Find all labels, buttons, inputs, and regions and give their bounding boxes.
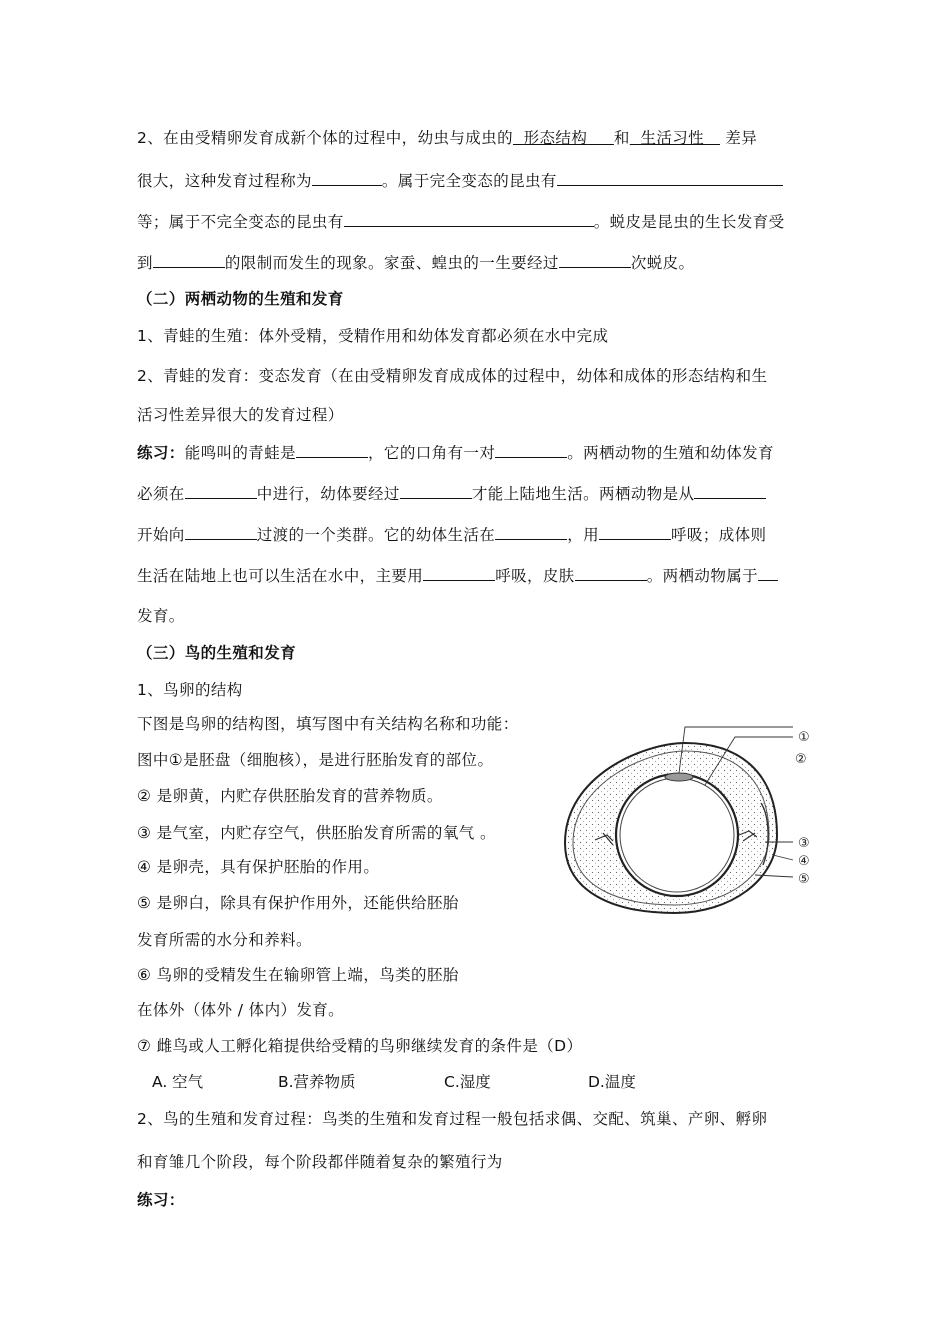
label-3: ③ <box>798 836 810 851</box>
blank[interactable] <box>599 524 671 540</box>
para-line: 活习性差异很大的发育过程） <box>137 406 344 424</box>
para-line: 2、青蛙的发育：变态发育（在由受精卵发育成成体的过程中，幼体和成体的形态结构和生 <box>137 367 768 385</box>
para-line: 开始向 过渡的一个类群。它的幼体生活在 ，用 呼吸；成体则 <box>137 526 767 544</box>
para-line: 在体外（体外 / 体内）发育。 <box>137 1001 345 1019</box>
blank[interactable] <box>694 483 766 499</box>
para-line: ③ 是气室，内贮存空气，供胚胎发育所需的氧气 。 <box>137 824 496 842</box>
para-line: 练习：能鸣叫的青蛙是 ，它的口角有一对 。两栖动物的生殖和幼体发育 <box>137 444 774 462</box>
para-line: 下图是鸟卵的结构图，填写图中有关结构名称和功能： <box>137 715 519 733</box>
blank[interactable] <box>495 442 567 458</box>
option-b: B.营养物质 <box>278 1073 356 1091</box>
para-line: 2、鸟的生殖和发育过程：鸟类的生殖和发育过程一般包括求偶、交配、筑巢、产卵、孵卵 <box>137 1110 768 1128</box>
blank[interactable] <box>423 565 495 581</box>
exercise-label: 练习： <box>137 1191 185 1209</box>
blank[interactable] <box>312 170 382 186</box>
para-line: 发育。 <box>137 607 185 625</box>
blank[interactable] <box>153 252 225 268</box>
germinal-disc <box>665 773 693 781</box>
answer-habits: 生活习性 <box>640 129 705 147</box>
option-c: C.湿度 <box>444 1073 491 1091</box>
blank[interactable] <box>185 483 257 499</box>
para-line: 1、青蛙的生殖：体外受精，受精作用和幼体发育都必须在水中完成 <box>137 327 609 345</box>
option-a: A. 空气 <box>152 1073 204 1091</box>
para-line: 生活在陆地上也可以生活在水中，主要用 呼吸，皮肤 。两栖动物属于 <box>137 565 778 586</box>
blank[interactable] <box>557 170 783 186</box>
blank[interactable] <box>400 483 472 499</box>
leader-4 <box>773 855 793 860</box>
blank[interactable] <box>758 565 778 581</box>
yolk <box>616 774 738 896</box>
label-4: ④ <box>798 854 810 869</box>
para-line: 很大，这种发育过程称为 。属于完全变态的昆虫有 <box>137 170 783 191</box>
egg-structure-diagram <box>555 715 825 930</box>
blank[interactable] <box>575 565 647 581</box>
para-line: 1、鸟卵的结构 <box>137 681 243 699</box>
section-heading: （二）两栖动物的生殖和发育 <box>137 290 344 308</box>
label-5: ⑤ <box>798 872 810 887</box>
blank[interactable] <box>296 442 368 458</box>
para-line: ⑤ 是卵白，除具有保护作用外，还能供给胚胎 <box>137 894 459 912</box>
para-line: 和育雏几个阶段，每个阶段都伴随着复杂的繁殖行为 <box>137 1153 503 1171</box>
label-2: ② <box>795 752 807 767</box>
para-line: ⑦ 雌鸟或人工孵化箱提供给受精的鸟卵继续发育的条件是（D） <box>137 1037 583 1055</box>
para-line: 必须在 中进行，幼体要经过 才能上陆地生活。两栖动物是从 <box>137 483 766 504</box>
blank[interactable] <box>559 252 631 268</box>
para-line: ⑥ 鸟卵的受精发生在输卵管上端，鸟类的胚胎 <box>137 966 459 984</box>
blank[interactable] <box>495 524 567 540</box>
blank[interactable] <box>185 524 257 540</box>
label-1: ① <box>798 730 810 745</box>
answer-morphology: 形态结构 <box>523 129 588 147</box>
para-line: ② 是卵黄，内贮存供胚胎发育的营养物质。 <box>137 787 443 805</box>
blank[interactable] <box>344 211 594 227</box>
option-d: D.温度 <box>588 1073 636 1091</box>
section-heading: （三）鸟的生殖和发育 <box>137 644 297 662</box>
para-line: 2、在由受精卵发育成新个体的过程中，幼虫与成虫的 形态结构 和 生活习性 差异 <box>137 129 758 147</box>
para-line: 等；属于不完全变态的昆虫有 。蜕皮是昆虫的生长发育受 <box>137 213 785 231</box>
para-line: 到 的限制而发生的现象。家蚕、蝗虫的一生要经过 次蜕皮。 <box>137 254 695 272</box>
para-line: 发育所需的水分和养料。 <box>137 931 312 949</box>
para-line: ④ 是卵壳，具有保护胚胎的作用。 <box>137 858 380 876</box>
para-line: 图中①是胚盘（细胞核），是进行胚胎发育的部位。 <box>137 751 494 769</box>
